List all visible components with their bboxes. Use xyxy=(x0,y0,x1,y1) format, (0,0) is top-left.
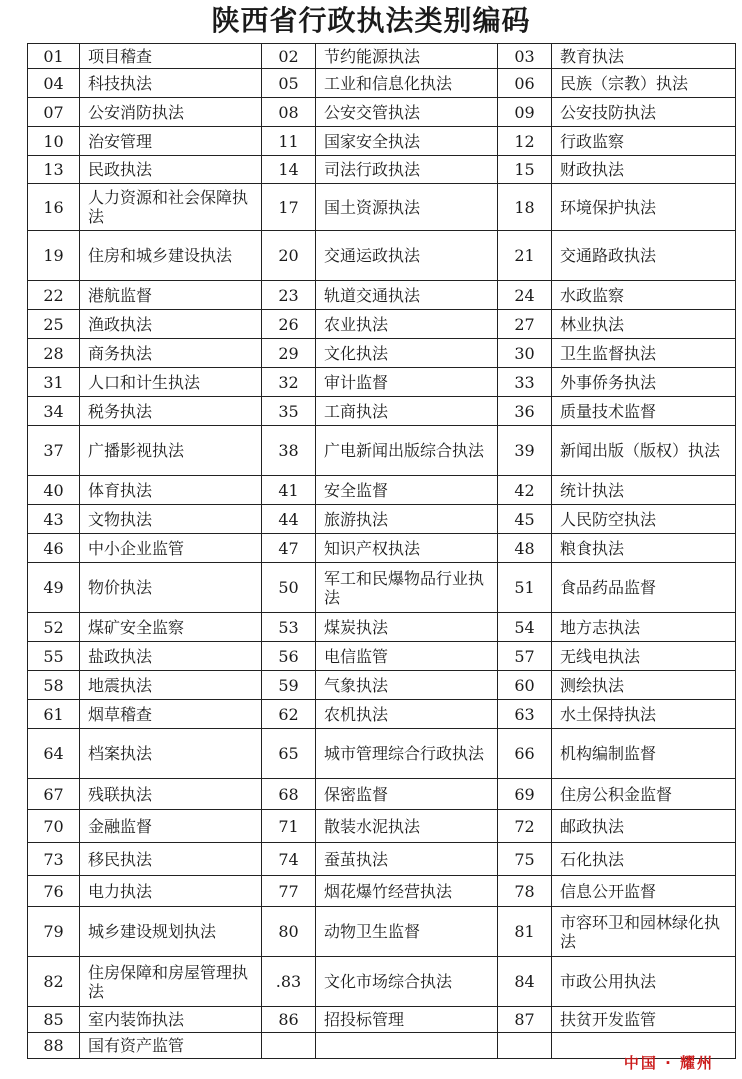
table-row xyxy=(28,426,736,476)
category-name: 港航监督 xyxy=(80,281,262,310)
category-name: 城乡建设规划执法 xyxy=(80,907,262,957)
table-row xyxy=(28,44,736,69)
category-name: 地震执法 xyxy=(80,671,262,700)
category-name: 交通运政执法 xyxy=(316,231,498,281)
category-code: 22 xyxy=(28,281,80,310)
category-code: 59 xyxy=(262,671,316,700)
category-name: 信息公开监督 xyxy=(552,876,736,907)
category-name: 农机执法 xyxy=(316,700,498,729)
category-code: 51 xyxy=(498,563,552,613)
category-code: 21 xyxy=(498,231,552,281)
category-code: 50 xyxy=(262,563,316,613)
category-code: 70 xyxy=(28,810,80,843)
table-row xyxy=(28,505,736,534)
table-row xyxy=(28,843,736,876)
category-code: 16 xyxy=(28,184,80,231)
category-name: 行政监察 xyxy=(552,127,736,156)
category-name: 外事侨务执法 xyxy=(552,368,736,397)
category-code: 23 xyxy=(262,281,316,310)
category-name: 无线电执法 xyxy=(552,642,736,671)
category-name: 粮食执法 xyxy=(552,534,736,563)
category-name: 电力执法 xyxy=(80,876,262,907)
category-name: 税务执法 xyxy=(80,397,262,426)
document-title: 陕西省行政执法类别编码 xyxy=(211,4,531,37)
category-code: 45 xyxy=(498,505,552,534)
category-name: 煤矿安全监察 xyxy=(80,613,262,642)
category-name: 军工和民爆物品行业执法 xyxy=(316,563,498,613)
category-code: 17 xyxy=(262,184,316,231)
category-code: 39 xyxy=(498,426,552,476)
category-code: 84 xyxy=(498,957,552,1007)
category-name: 气象执法 xyxy=(316,671,498,700)
category-code: 41 xyxy=(262,476,316,505)
table-row xyxy=(28,476,736,505)
category-name: 测绘执法 xyxy=(552,671,736,700)
category-name: 电信监管 xyxy=(316,642,498,671)
table-row xyxy=(28,729,736,779)
category-code: 06 xyxy=(498,69,552,98)
category-name: 治安管理 xyxy=(80,127,262,156)
category-code: 02 xyxy=(262,44,316,69)
table-row xyxy=(28,613,736,642)
table-row xyxy=(28,281,736,310)
table-row xyxy=(28,642,736,671)
category-name: 教育执法 xyxy=(552,44,736,69)
category-name: 城市管理综合行政执法 xyxy=(316,729,498,779)
category-name: 中小企业监管 xyxy=(80,534,262,563)
category-name: 住房公积金监督 xyxy=(552,779,736,810)
category-code: 09 xyxy=(498,98,552,127)
category-name: 水土保持执法 xyxy=(552,700,736,729)
category-name: 动物卫生监督 xyxy=(316,907,498,957)
category-code: 43 xyxy=(28,505,80,534)
category-code: 26 xyxy=(262,310,316,339)
table-row xyxy=(28,156,736,184)
category-code: 36 xyxy=(498,397,552,426)
category-name: 知识产权执法 xyxy=(316,534,498,563)
code-table xyxy=(27,43,736,1059)
category-code: 78 xyxy=(498,876,552,907)
category-name: 节约能源执法 xyxy=(316,44,498,69)
category-name: 工商执法 xyxy=(316,397,498,426)
category-code: 54 xyxy=(498,613,552,642)
category-name: 质量技术监督 xyxy=(552,397,736,426)
category-name: 卫生监督执法 xyxy=(552,339,736,368)
category-code: 86 xyxy=(262,1007,316,1033)
category-code: 73 xyxy=(28,843,80,876)
category-code: 33 xyxy=(498,368,552,397)
category-code: 82 xyxy=(28,957,80,1007)
category-name: 环境保护执法 xyxy=(552,184,736,231)
category-name: 文化市场综合执法 xyxy=(316,957,498,1007)
category-name: 交通路政执法 xyxy=(552,231,736,281)
category-code: 42 xyxy=(498,476,552,505)
category-code: 79 xyxy=(28,907,80,957)
category-name: 烟花爆竹经营执法 xyxy=(316,876,498,907)
category-name: 审计监督 xyxy=(316,368,498,397)
category-name: 项目稽查 xyxy=(80,44,262,69)
category-name: 市政公用执法 xyxy=(552,957,736,1007)
category-name: 散装水泥执法 xyxy=(316,810,498,843)
category-code: 56 xyxy=(262,642,316,671)
category-name: 林业执法 xyxy=(552,310,736,339)
category-code: 05 xyxy=(262,69,316,98)
category-code: 08 xyxy=(262,98,316,127)
category-code: 57 xyxy=(498,642,552,671)
category-code: 29 xyxy=(262,339,316,368)
category-code: .83 xyxy=(262,957,316,1007)
category-code: 69 xyxy=(498,779,552,810)
category-name: 人力资源和社会保障执法 xyxy=(80,184,262,231)
category-code: 64 xyxy=(28,729,80,779)
category-code: 01 xyxy=(28,44,80,69)
category-code: 37 xyxy=(28,426,80,476)
category-name: 商务执法 xyxy=(80,339,262,368)
category-code: 75 xyxy=(498,843,552,876)
category-name: 残联执法 xyxy=(80,779,262,810)
category-name: 司法行政执法 xyxy=(316,156,498,184)
category-code: 35 xyxy=(262,397,316,426)
category-code: 31 xyxy=(28,368,80,397)
category-code: 47 xyxy=(262,534,316,563)
category-name: 招投标管理 xyxy=(316,1007,498,1033)
category-code: 55 xyxy=(28,642,80,671)
category-code: 60 xyxy=(498,671,552,700)
category-name: 烟草稽查 xyxy=(80,700,262,729)
code-table-body xyxy=(28,44,736,1059)
table-row xyxy=(28,700,736,729)
category-name: 工业和信息化执法 xyxy=(316,69,498,98)
category-name: 农业执法 xyxy=(316,310,498,339)
category-name: 民政执法 xyxy=(80,156,262,184)
category-name: 人口和计生执法 xyxy=(80,368,262,397)
table-row xyxy=(28,810,736,843)
category-code: 18 xyxy=(498,184,552,231)
category-name: 食品药品监督 xyxy=(552,563,736,613)
category-name: 市容环卫和园林绿化执法 xyxy=(552,907,736,957)
category-name: 安全监督 xyxy=(316,476,498,505)
category-code: 15 xyxy=(498,156,552,184)
table-row xyxy=(28,339,736,368)
category-code: 72 xyxy=(498,810,552,843)
category-code: 66 xyxy=(498,729,552,779)
category-name: 国土资源执法 xyxy=(316,184,498,231)
table-row xyxy=(28,779,736,810)
category-code: 67 xyxy=(28,779,80,810)
category-code: 88 xyxy=(28,1033,80,1059)
category-code: 10 xyxy=(28,127,80,156)
table-row xyxy=(28,127,736,156)
category-code: 28 xyxy=(28,339,80,368)
watermark: 中国 · 耀州 xyxy=(623,1054,714,1072)
category-code: 44 xyxy=(262,505,316,534)
category-name: 蚕茧执法 xyxy=(316,843,498,876)
table-row xyxy=(28,397,736,426)
category-code: 04 xyxy=(28,69,80,98)
category-name: 移民执法 xyxy=(80,843,262,876)
table-row xyxy=(28,1007,736,1033)
category-code: 11 xyxy=(262,127,316,156)
category-code: 68 xyxy=(262,779,316,810)
category-code xyxy=(262,1033,316,1059)
category-code: 81 xyxy=(498,907,552,957)
category-name: 住房和城乡建设执法 xyxy=(80,231,262,281)
table-row xyxy=(28,876,736,907)
category-code: 87 xyxy=(498,1007,552,1033)
category-name: 轨道交通执法 xyxy=(316,281,498,310)
table-row xyxy=(28,310,736,339)
category-code: 52 xyxy=(28,613,80,642)
category-code: 12 xyxy=(498,127,552,156)
category-name: 旅游执法 xyxy=(316,505,498,534)
table-row xyxy=(28,671,736,700)
category-name: 煤炭执法 xyxy=(316,613,498,642)
category-code: 63 xyxy=(498,700,552,729)
category-name: 文化执法 xyxy=(316,339,498,368)
category-code: 58 xyxy=(28,671,80,700)
category-name: 科技执法 xyxy=(80,69,262,98)
category-name: 住房保障和房屋管理执法 xyxy=(80,957,262,1007)
category-name xyxy=(316,1033,498,1059)
category-name: 财政执法 xyxy=(552,156,736,184)
category-code: 61 xyxy=(28,700,80,729)
category-code: 77 xyxy=(262,876,316,907)
category-name: 室内装饰执法 xyxy=(80,1007,262,1033)
category-code: 74 xyxy=(262,843,316,876)
category-name: 水政监察 xyxy=(552,281,736,310)
category-code: 27 xyxy=(498,310,552,339)
category-code: 48 xyxy=(498,534,552,563)
category-name: 保密监督 xyxy=(316,779,498,810)
category-code: 62 xyxy=(262,700,316,729)
category-name: 扶贫开发监管 xyxy=(552,1007,736,1033)
category-name: 文物执法 xyxy=(80,505,262,534)
category-name: 国有资产监管 xyxy=(80,1033,262,1059)
category-code: 65 xyxy=(262,729,316,779)
category-name: 新闻出版（版权）执法 xyxy=(552,426,736,476)
category-code xyxy=(498,1033,552,1059)
category-name: 民族（宗教）执法 xyxy=(552,69,736,98)
category-code: 13 xyxy=(28,156,80,184)
category-name: 公安消防执法 xyxy=(80,98,262,127)
category-code: 30 xyxy=(498,339,552,368)
category-code: 14 xyxy=(262,156,316,184)
category-name: 地方志执法 xyxy=(552,613,736,642)
table-row xyxy=(28,368,736,397)
category-code: 40 xyxy=(28,476,80,505)
category-code: 32 xyxy=(262,368,316,397)
category-code: 49 xyxy=(28,563,80,613)
category-name: 国家安全执法 xyxy=(316,127,498,156)
category-code: 38 xyxy=(262,426,316,476)
table-row xyxy=(28,957,736,1007)
category-name: 金融监督 xyxy=(80,810,262,843)
category-code: 34 xyxy=(28,397,80,426)
category-code: 24 xyxy=(498,281,552,310)
table-row xyxy=(28,563,736,613)
category-code: 03 xyxy=(498,44,552,69)
table-row xyxy=(28,907,736,957)
category-code: 71 xyxy=(262,810,316,843)
category-code: 19 xyxy=(28,231,80,281)
category-code: 53 xyxy=(262,613,316,642)
category-code: 46 xyxy=(28,534,80,563)
category-name: 体育执法 xyxy=(80,476,262,505)
table-row xyxy=(28,534,736,563)
table-row xyxy=(28,184,736,231)
category-code: 20 xyxy=(262,231,316,281)
category-name: 物价执法 xyxy=(80,563,262,613)
category-code: 85 xyxy=(28,1007,80,1033)
category-name: 机构编制监督 xyxy=(552,729,736,779)
category-code: 80 xyxy=(262,907,316,957)
category-name: 渔政执法 xyxy=(80,310,262,339)
category-name: 盐政执法 xyxy=(80,642,262,671)
category-name: 邮政执法 xyxy=(552,810,736,843)
category-code: 07 xyxy=(28,98,80,127)
table-row xyxy=(28,69,736,98)
category-name: 石化执法 xyxy=(552,843,736,876)
category-name: 档案执法 xyxy=(80,729,262,779)
category-code: 25 xyxy=(28,310,80,339)
category-name: 广播影视执法 xyxy=(80,426,262,476)
category-name: 公安技防执法 xyxy=(552,98,736,127)
category-name: 人民防空执法 xyxy=(552,505,736,534)
category-name: 公安交管执法 xyxy=(316,98,498,127)
table-row xyxy=(28,98,736,127)
table-row xyxy=(28,231,736,281)
category-name: 统计执法 xyxy=(552,476,736,505)
category-name: 广电新闻出版综合执法 xyxy=(316,426,498,476)
category-code: 76 xyxy=(28,876,80,907)
